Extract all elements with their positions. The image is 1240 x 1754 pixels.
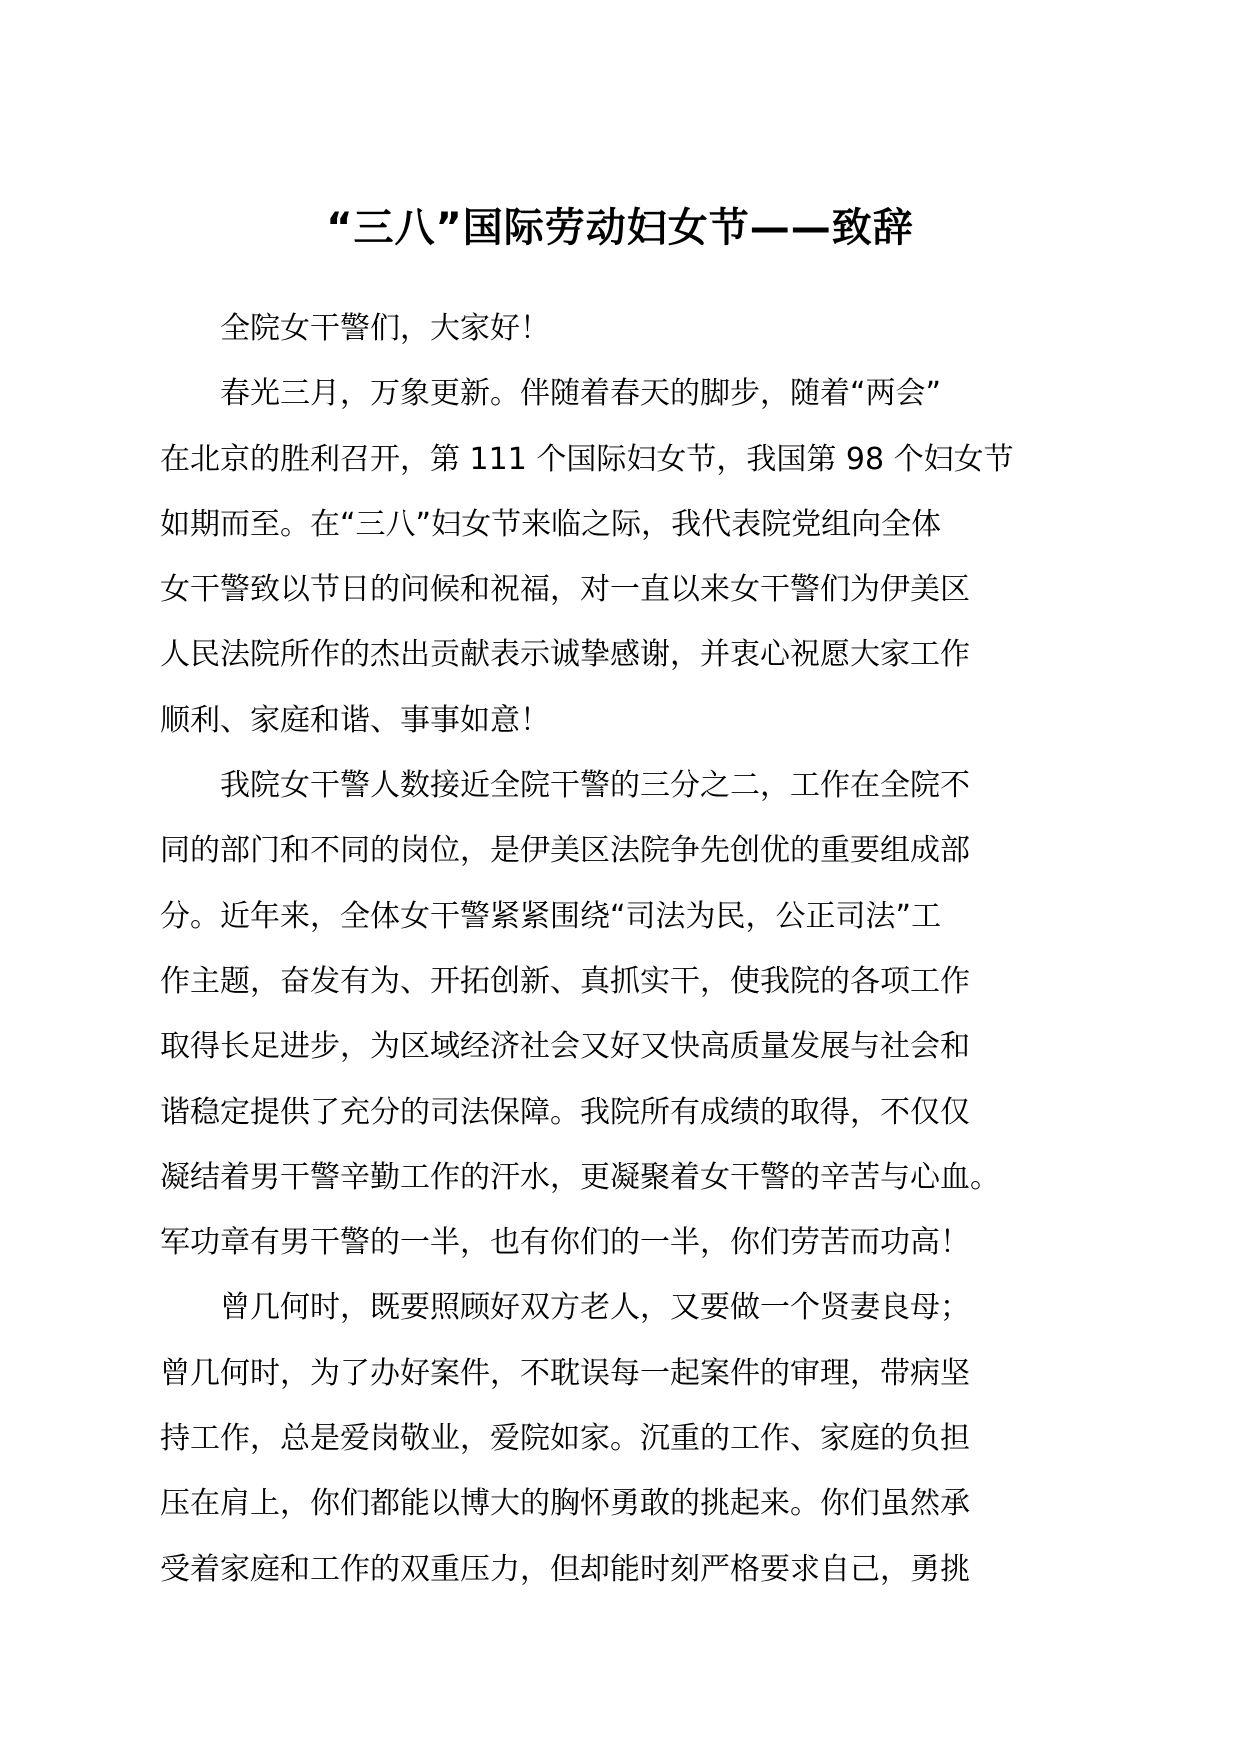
- body-paragraph-2: 我院女干警人数接近全院干警的三分之二，工作在全院不 同的部门和不同的岗位，是伊美区法院争先创优的重要组成部 分。近年来，全体女干警紧紧围绕“司法为民，公正司法”工 作主题，奋发有为、开拓创新、真抓实干，使我院的各项工作 取得长足进步，为区域经济社会又好又快高质量发展与社会和 谐稳定提供了充分的司法保障。我院所有成绩的取得，不仅仅 凝结着男干警辛勤工作的汗水，更凝聚着女干警的辛苦与心血。 军功章有男干警的一半，也有你们的一半，你们劳苦而功高！: [160, 768, 1000, 1261]
- document-body: [160, 296, 1120, 1602]
- salutation-paragraph: 全院女干警们，大家好！: [220, 311, 550, 346]
- document-title: “三八”国际劳动妇女节——致辞: [326, 205, 914, 251]
- body-paragraph-3: 曾几何时，既要照顾好双方老人，又要做一个贤妻良母； 曾几何时，为了办好案件，不耽误每一起案件的审理，带病坚 持工作，总是爱岗敬业，爱院如家。沉重的工作、家庭的负担 压在肩上，你们都能以博大的胸怀勇敢的挑起来。你们虽然承 受着家庭和工作的双重压力，但却能时刻严格要求自己，勇挑: [160, 1290, 970, 1587]
- body-paragraph-1: 春光三月，万象更新。伴随着春天的脚步，随着“两会” 在北京的胜利召开，第 111 个国际妇女节，我国第 98 个妇女节 如期而至。在“三八”妇女节来临之际，我代表院党组向全体 女干警致以节日的问候和祝福，对一直以来女干警们为伊美区 人民法院所作的杰出贡献表示诚挚感谢，并衷心祝愿大家工作 顺利、家庭和谐、事事如意！: [160, 376, 1014, 738]
